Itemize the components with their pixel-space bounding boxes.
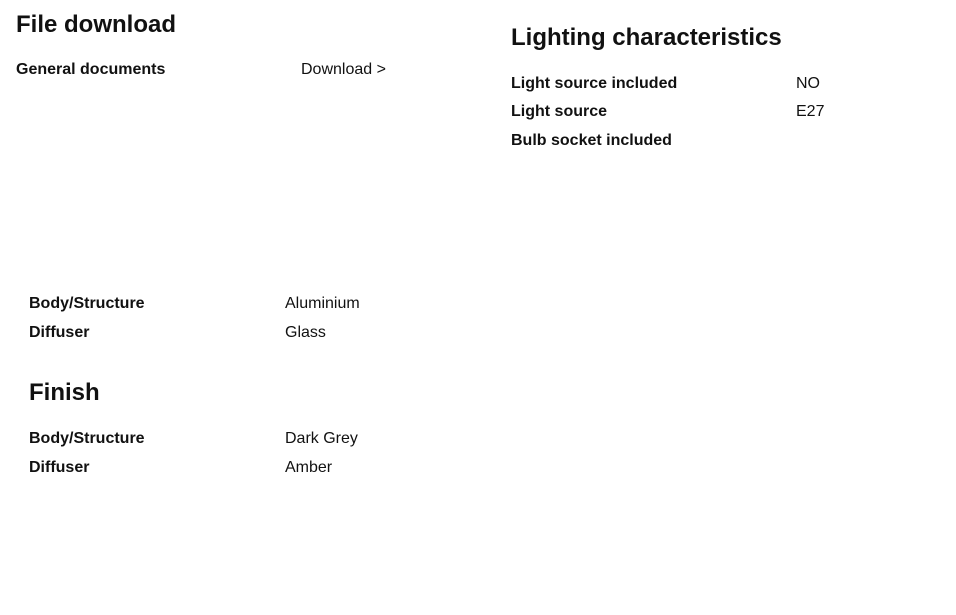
light-source-included-label: Light source included bbox=[511, 75, 678, 92]
download-link[interactable]: Download > bbox=[301, 61, 386, 78]
finish-body-structure-label: Body/Structure bbox=[29, 430, 145, 447]
finish-title: Finish bbox=[29, 379, 100, 406]
light-source-included-row bbox=[511, 72, 931, 96]
general-documents-row bbox=[16, 58, 436, 82]
general-documents-label: General documents bbox=[16, 61, 166, 78]
light-source-row bbox=[511, 100, 931, 124]
file-download-title: File download bbox=[16, 11, 176, 38]
material-diffuser-label: Diffuser bbox=[29, 324, 90, 341]
material-diffuser-row bbox=[29, 321, 449, 345]
light-source-value: E27 bbox=[796, 103, 825, 120]
finish-diffuser-row bbox=[29, 456, 449, 480]
material-body-structure-label: Body/Structure bbox=[29, 295, 145, 312]
finish-diffuser-label: Diffuser bbox=[29, 459, 90, 476]
light-source-label: Light source bbox=[511, 103, 608, 120]
finish-body-structure-row bbox=[29, 427, 449, 451]
bulb-socket-included-row bbox=[511, 129, 931, 153]
finish-diffuser-value: Amber bbox=[285, 459, 333, 476]
material-diffuser-value: Glass bbox=[285, 324, 326, 341]
material-body-structure-row bbox=[29, 292, 449, 316]
material-body-structure-value: Aluminium bbox=[285, 295, 360, 312]
finish-body-structure-value: Dark Grey bbox=[285, 430, 358, 447]
lighting-characteristics-title: Lighting characteristics bbox=[511, 24, 782, 51]
bulb-socket-included-label: Bulb socket included bbox=[511, 132, 672, 149]
light-source-included-value: NO bbox=[796, 75, 820, 92]
